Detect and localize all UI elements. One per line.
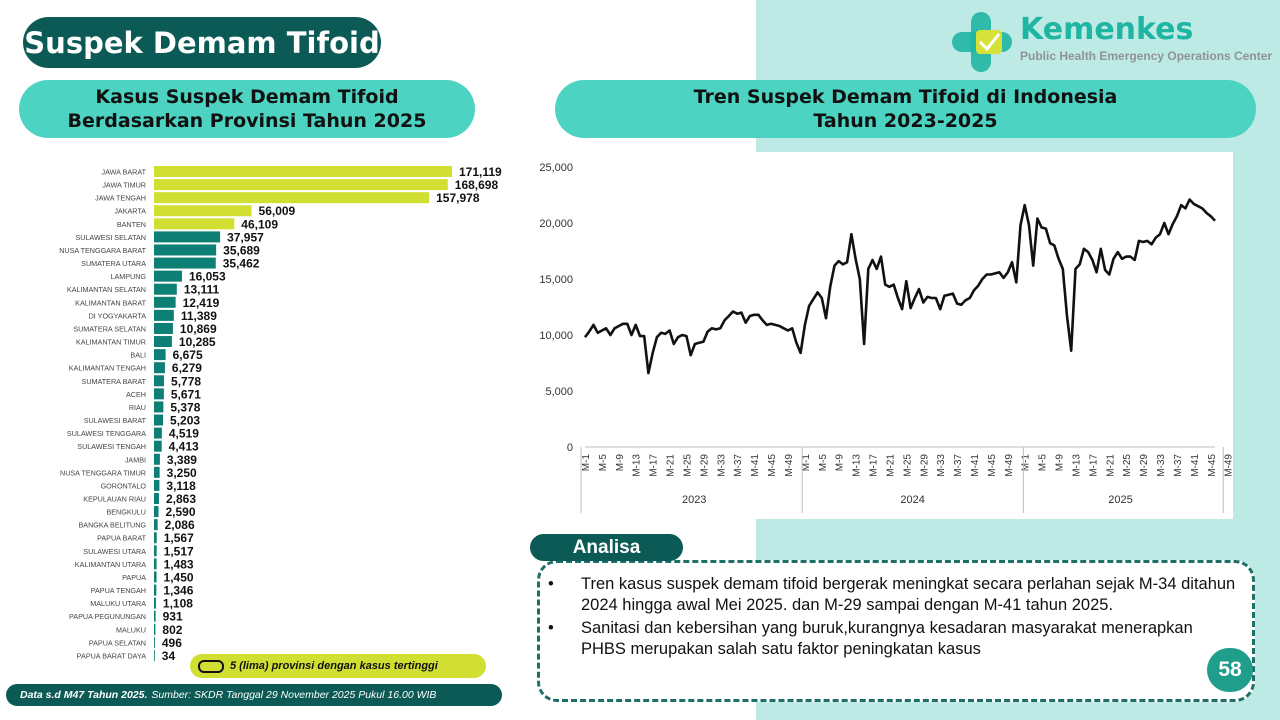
- legend-outline-key: [198, 660, 224, 673]
- bar-value-label: 12,419: [182, 295, 220, 310]
- bar: [154, 179, 448, 190]
- bar-value-label: 1,483: [163, 557, 194, 572]
- bar: [154, 401, 163, 412]
- bar: [154, 480, 159, 491]
- line-chart-title: [555, 80, 1256, 138]
- y-tick-label: 5,000: [545, 386, 573, 398]
- bar-value-label: 13,111: [183, 282, 220, 297]
- bar: [154, 571, 157, 582]
- x-tick-label: M-21: [885, 454, 897, 477]
- bar: [154, 467, 160, 478]
- x-tick-label: M-21: [1105, 454, 1117, 477]
- bar-category-label: RIAU: [128, 402, 146, 412]
- x-tick-label: M-29: [699, 454, 711, 477]
- y-tick-label: 20,000: [539, 218, 573, 230]
- bar-category-label: PAPUA BARAT DAYA: [76, 651, 146, 661]
- bar-value-label: 10,285: [178, 335, 216, 350]
- bar-value-label: 1,567: [163, 531, 194, 546]
- bar-category-label: KALIMANTAN TENGAH: [68, 363, 146, 373]
- legend-text: 5 (lima) provinsi dengan kasus tertinggi: [230, 660, 438, 672]
- x-tick-label: M-29: [919, 454, 931, 477]
- top5-legend: [190, 654, 486, 678]
- x-tick-label: M-1: [800, 454, 812, 472]
- bar-chart-title-line2: Berdasarkan Provinsi Tahun 2025: [67, 110, 427, 132]
- bar-category-label: SUMATERA SELATAN: [73, 324, 146, 334]
- x-tick-label: M-37: [953, 454, 965, 477]
- x-tick-label: M-37: [733, 454, 745, 477]
- bar-category-label: BENGKULU: [106, 507, 146, 517]
- bar-category-label: DI YOGYAKARTA: [88, 311, 146, 321]
- bar-value-label: 5,778: [171, 374, 202, 389]
- bar: [154, 611, 156, 622]
- analysis-label: Analisa: [530, 534, 683, 561]
- bar-category-label: SUMATERA BARAT: [81, 376, 146, 386]
- x-tick-label: M-33: [1156, 454, 1168, 477]
- bar-value-label: 157,978: [436, 191, 480, 206]
- year-label: 2025: [1108, 494, 1133, 506]
- bar-value-label: 3,250: [166, 465, 197, 480]
- page-title: Suspek Demam Tifoid: [23, 17, 381, 68]
- bar-value-label: 931: [162, 609, 183, 624]
- x-tick-label: M-21: [665, 454, 677, 477]
- bar: [154, 284, 177, 295]
- bar: [154, 231, 220, 242]
- bar-category-label: KEPULAUAN RIAU: [83, 494, 146, 504]
- analysis-point: • Tren kasus suspek demam tifoid bergerak meningkat secara perlahan sejak M-34 ditahun 2024 hingga awal Mei 2025. dan M-29 sampai dengan M-41 tahun 2025.: [548, 574, 1242, 616]
- bar: [154, 454, 160, 465]
- bar: [154, 323, 173, 334]
- bar: [154, 441, 162, 452]
- bar-value-label: 3,118: [166, 478, 196, 493]
- x-tick-label: M-45: [767, 454, 779, 477]
- bar: [154, 388, 164, 399]
- x-tick-label: M-25: [902, 454, 914, 477]
- bar-value-label: 3,389: [166, 452, 197, 467]
- bar-chart-title-line1: Kasus Suspek Demam Tifoid: [95, 86, 399, 108]
- x-tick-label: M-25: [1122, 454, 1134, 477]
- x-tick-label: M-17: [648, 454, 660, 477]
- bar-category-label: KALIMANTAN UTARA: [74, 559, 146, 569]
- analysis-point: • Sanitasi dan kebersihan yang buruk,kurangnya kesadaran masyarakat menerapkan PHBS merupakan salah satu faktor peningkatan kasus: [548, 618, 1242, 660]
- bar-category-label: KALIMANTAN BARAT: [75, 298, 146, 308]
- logo-subtitle: Public Health Emergency Operations Center: [1020, 49, 1273, 63]
- bar-category-label: PAPUA TENGAH: [90, 586, 146, 596]
- bar: [154, 297, 176, 308]
- x-tick-label: M-9: [834, 454, 846, 472]
- bar-category-label: NUSA TENGGARA BARAT: [59, 245, 146, 255]
- bar-category-label: PAPUA: [122, 572, 146, 582]
- kemenkes-logo-icon: [950, 10, 1016, 74]
- bar-category-label: ACEH: [126, 389, 146, 399]
- bar-chart-title: [19, 80, 475, 138]
- bar: [154, 166, 452, 177]
- bar: [154, 532, 157, 543]
- bar-value-label: 5,203: [170, 413, 201, 428]
- bar-category-label: JAWA TIMUR: [102, 180, 146, 190]
- bar-value-label: 16,053: [188, 269, 226, 284]
- x-tick-label: M-41: [750, 454, 762, 477]
- x-tick-label: M-1: [1020, 454, 1032, 472]
- bar: [154, 362, 165, 373]
- year-label: 2023: [681, 494, 707, 506]
- x-tick-label: M-37: [1172, 454, 1184, 477]
- bar-value-label: 35,689: [223, 243, 260, 258]
- x-tick-label: M-45: [986, 454, 998, 477]
- x-tick-label: M-49: [1223, 454, 1235, 477]
- y-tick-label: 10,000: [539, 330, 573, 342]
- x-tick-label: M-33: [936, 454, 948, 477]
- bar-category-label: LAMPUNG: [110, 272, 146, 282]
- x-tick-label: M-41: [1189, 454, 1201, 477]
- bar-category-label: SULAWESI UTARA: [83, 546, 146, 556]
- bar: [154, 375, 164, 386]
- y-tick-label: 25,000: [539, 162, 573, 174]
- bar: [154, 310, 174, 321]
- bar-category-label: KALIMANTAN TIMUR: [75, 337, 146, 347]
- bar-value-label: 11,389: [180, 308, 217, 323]
- bar-value-label: 37,957: [227, 230, 264, 245]
- bar: [154, 506, 159, 517]
- bar-category-label: MALUKU: [116, 625, 146, 635]
- bar: [154, 192, 429, 203]
- source-note-bold: Data s.d M47 Tahun 2025.: [20, 689, 148, 701]
- bar-category-label: BANTEN: [116, 219, 146, 229]
- bar-value-label: 1,517: [163, 544, 194, 559]
- x-tick-label: M-33: [716, 454, 728, 477]
- x-tick-label: M-17: [1088, 454, 1100, 477]
- bar: [154, 349, 166, 360]
- province-bar-chart: [0, 160, 520, 672]
- bar-category-label: SULAWESI SELATAN: [75, 232, 146, 242]
- x-tick-label: M-45: [1206, 454, 1218, 477]
- bar-category-label: JAWA TENGAH: [95, 193, 146, 203]
- x-tick-label: M-13: [631, 454, 643, 477]
- bar: [154, 415, 163, 426]
- bar-value-label: 46,109: [241, 217, 279, 232]
- bar-value-label: 1,108: [162, 596, 193, 611]
- bar-value-label: 5,671: [170, 387, 201, 402]
- bar-category-label: SULAWESI BARAT: [83, 416, 146, 426]
- x-tick-label: M-1: [581, 454, 592, 472]
- bar-category-label: JAWA BARAT: [101, 167, 146, 177]
- x-tick-label: M-49: [783, 454, 795, 477]
- y-tick-label: 0: [566, 442, 573, 454]
- bar-value-label: 34: [161, 648, 176, 663]
- bar: [154, 493, 159, 504]
- bar: [154, 336, 172, 347]
- bar: [154, 637, 155, 648]
- bar-category-label: BANGKA BELITUNG: [78, 520, 146, 530]
- year-label: 2024: [900, 494, 925, 506]
- bar-value-label: 6,675: [172, 348, 203, 363]
- x-tick-label: M-41: [969, 454, 981, 477]
- logo-wordmark: Kemenkes: [1020, 12, 1194, 47]
- bar-value-label: 171,119: [459, 165, 502, 179]
- bar-category-label: SUMATERA UTARA: [81, 259, 146, 269]
- bar-category-label: PAPUA PEGUNUNGAN: [69, 612, 146, 622]
- bar: [154, 218, 234, 229]
- bar-value-label: 4,413: [168, 439, 199, 454]
- bar-category-label: SULAWESI TENGAH: [77, 442, 146, 452]
- bar: [154, 519, 158, 530]
- bar-value-label: 2,086: [164, 518, 195, 533]
- bar-value-label: 6,279: [171, 361, 202, 376]
- x-tick-label: M-29: [1139, 454, 1151, 477]
- bar: [154, 545, 157, 556]
- bar-value-label: 4,519: [168, 426, 199, 441]
- source-note: [6, 684, 502, 706]
- bar: [154, 624, 155, 635]
- bar-category-label: NUSA TENGGARA TIMUR: [60, 468, 146, 478]
- bar-category-label: MALUKU UTARA: [90, 599, 146, 609]
- bar-category-label: JAKARTA: [114, 206, 146, 216]
- kemenkes-logo: [950, 10, 1280, 74]
- trend-series-line: [585, 200, 1215, 374]
- bar-value-label: 1,346: [163, 583, 194, 598]
- bar-category-label: SULAWESI TENGGARA: [66, 429, 146, 439]
- x-tick-label: M-49: [1003, 454, 1015, 477]
- line-chart-title-line1: Tren Suspek Demam Tifoid di Indonesia: [693, 86, 1118, 108]
- bar-category-label: PAPUA BARAT: [97, 533, 146, 543]
- bar: [154, 258, 216, 269]
- bar-category-label: BALI: [130, 350, 146, 360]
- bar-value-label: 496: [161, 635, 182, 650]
- bar-category-label: PAPUA SELATAN: [88, 638, 146, 648]
- x-tick-label: M-9: [1054, 454, 1066, 472]
- bar: [154, 244, 216, 255]
- bar: [154, 650, 155, 661]
- bar-category-label: JAMBI: [124, 455, 146, 465]
- bar: [154, 428, 162, 439]
- bar-value-label: 2,863: [165, 492, 197, 506]
- bar-value-label: 56,009: [258, 204, 296, 219]
- bar: [154, 585, 156, 596]
- y-tick-label: 15,000: [539, 274, 573, 286]
- x-tick-label: M-5: [817, 454, 829, 472]
- bar-value-label: 2,590: [165, 505, 196, 520]
- bar: [154, 271, 182, 282]
- source-note-text: Sumber: SKDR Tanggal 29 November 2025 Pukul 16.00 WIB: [151, 689, 437, 701]
- x-tick-label: M-17: [868, 454, 880, 477]
- bar-value-label: 5,378: [170, 400, 201, 415]
- bar: [154, 205, 252, 216]
- bar: [154, 598, 156, 609]
- bar-value-label: 1,450: [163, 570, 194, 585]
- bar-value-label: 10,869: [179, 321, 217, 336]
- bar: [154, 558, 157, 569]
- line-chart-title-line2: Tahun 2023-2025: [813, 110, 998, 132]
- page-number: 58: [1207, 648, 1253, 692]
- x-tick-label: M-13: [1071, 454, 1083, 477]
- x-tick-label: M-5: [597, 454, 609, 472]
- bar-category-label: KALIMANTAN SELATAN: [66, 285, 146, 295]
- x-tick-label: M-25: [682, 454, 694, 477]
- analysis-list: [548, 574, 1242, 662]
- trend-line-chart: [530, 152, 1233, 519]
- bar-value-label: 35,462: [222, 256, 260, 271]
- x-tick-label: M-9: [614, 454, 626, 472]
- bar-value-label: 802: [162, 622, 183, 637]
- bar-value-label: 168,698: [454, 178, 499, 193]
- x-tick-label: M-13: [851, 454, 863, 477]
- bar-category-label: GORONTALO: [100, 481, 146, 491]
- x-tick-label: M-5: [1037, 454, 1049, 472]
